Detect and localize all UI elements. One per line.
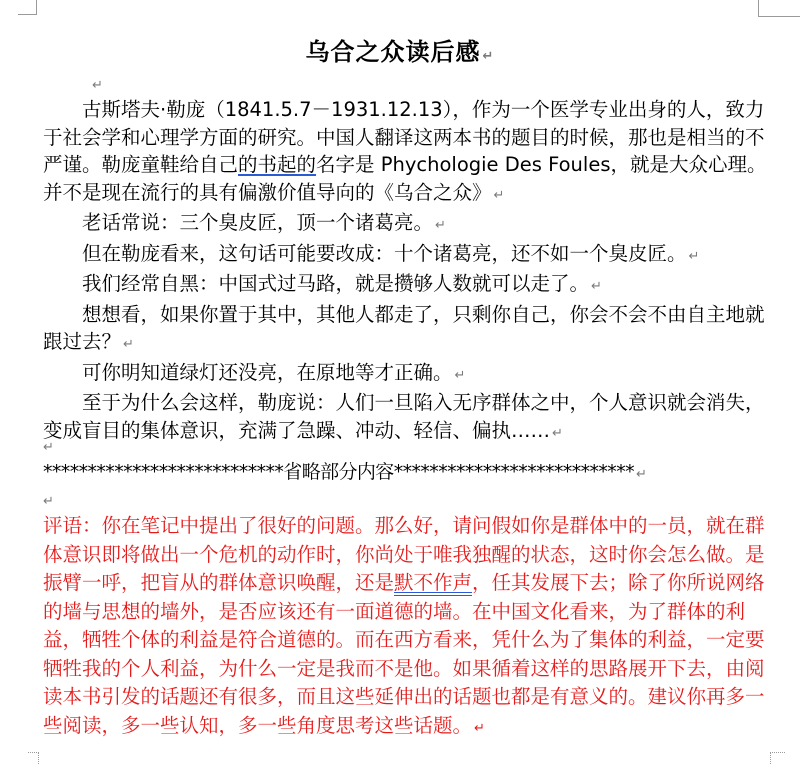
omitted-content-separator (43, 458, 783, 489)
paragraph (43, 209, 778, 240)
empty-paragraph (92, 78, 103, 93)
paragraph-mark: ↵ (435, 218, 446, 233)
paragraph-text: 可你明知道绿灯还没亮，在原地等才正确。 (82, 360, 453, 384)
paragraph-text: 但在勒庞看来，这句话可能要改成：十个诸葛亮，还不如一个臭皮匠。 (82, 241, 687, 265)
paragraph-mark: ↵ (482, 49, 495, 64)
grammar-underlined-text: 默不作声 (394, 571, 473, 594)
paragraph (43, 270, 778, 301)
spellcheck-underlined-text: 的书起的 (238, 153, 317, 176)
review-text: ，任其发展下去；除了你所说网络的墙与思想的墙外，是否应该还有一面道德的墙。在中国文化看来，为了群体的利益，牺牲个体的利益是符合道德的。而在西方看来，凭什么为了集体的利益，一定要牺牲我的个人利益，为什么一定是我而不是他。如果循着这样的思路展开下去，由阅读本书引发的话题还有很多，而且这些延伸出的话题也都是有意义的。建议你再多一些阅读，多一些认知，多一些角度思考这些话题。 (43, 571, 765, 737)
paragraph-text: 至于为什么会这样，勒庞说：人们一旦陷入无序群体之中，个人意识就会消失，变成盲目的集体意识，充满了急躁、冲动、轻信、偏执…… (43, 391, 765, 442)
paragraph (43, 240, 778, 271)
paragraph-mark: ↵ (92, 78, 103, 93)
paragraph-mark: ↵ (552, 425, 563, 441)
separator-text: ***************************省略部分内容*************************** (43, 461, 635, 483)
paragraph (43, 359, 778, 390)
paragraph (43, 301, 778, 359)
crop-mark-top-left (18, 0, 37, 15)
paragraph-intro (43, 96, 778, 209)
paragraph-mark: ↵ (474, 720, 485, 736)
paragraph-text: 我们经常自黑：中国式过马路，就是攒够人数就可以走了。 (82, 272, 590, 295)
paragraph-text: 古斯塔夫·勒庞（1841.5.7－1931.12.13），作为一个医学专业出身的人，致力于社会学和心理学方面的研究。中国人翻译这两本书的题目的时候，那也是相当的不严谨。勒庞童鞋给自己 (43, 98, 765, 176)
paragraph (43, 389, 778, 447)
crop-mark-bottom-right (770, 752, 785, 764)
empty-paragraph (43, 494, 54, 509)
paragraph-mark: ↵ (123, 337, 134, 352)
paragraph-mark: ↵ (688, 248, 700, 264)
paragraph-mark: ↵ (43, 494, 54, 509)
paragraph-mark: ↵ (43, 440, 54, 455)
document-body (43, 96, 778, 447)
document-title-text: 乌合之众读后感 (305, 37, 481, 66)
paragraph-mark: ↵ (636, 467, 647, 482)
paragraph-mark: ↵ (591, 279, 602, 294)
empty-paragraph (43, 440, 54, 455)
paragraph-mark: ↵ (454, 367, 466, 383)
review-text: 评语：你在笔记中提出了很好的问题。那么好，请问假如你是群体中的一员，就在群体意识即将做出一个危机的动作时，你尚处于唯我独醒的状态，这时你会怎么做。是振臂一呼，把盲从的群体意识唤醒，还是 (43, 514, 765, 594)
paragraph-text: 老话常说：三个臭皮匠，顶一个诸葛亮。 (82, 211, 434, 234)
document-title (0, 32, 800, 67)
paragraph-text: 想想看，如果你置于其中，其他人都走了，只剩你自己，你会不会不由自主地就跟过去？ (43, 302, 765, 353)
paragraph-mark: ↵ (493, 187, 505, 203)
crop-mark-top-right (758, 0, 800, 17)
paragraph-text: 名字是 Phychologie Des Foules，就是大众心理。并不是现在流行的具有偏激价值导向的《乌合之众》 (43, 153, 767, 204)
crop-mark-bottom-left (28, 752, 39, 764)
teacher-review (43, 512, 781, 743)
